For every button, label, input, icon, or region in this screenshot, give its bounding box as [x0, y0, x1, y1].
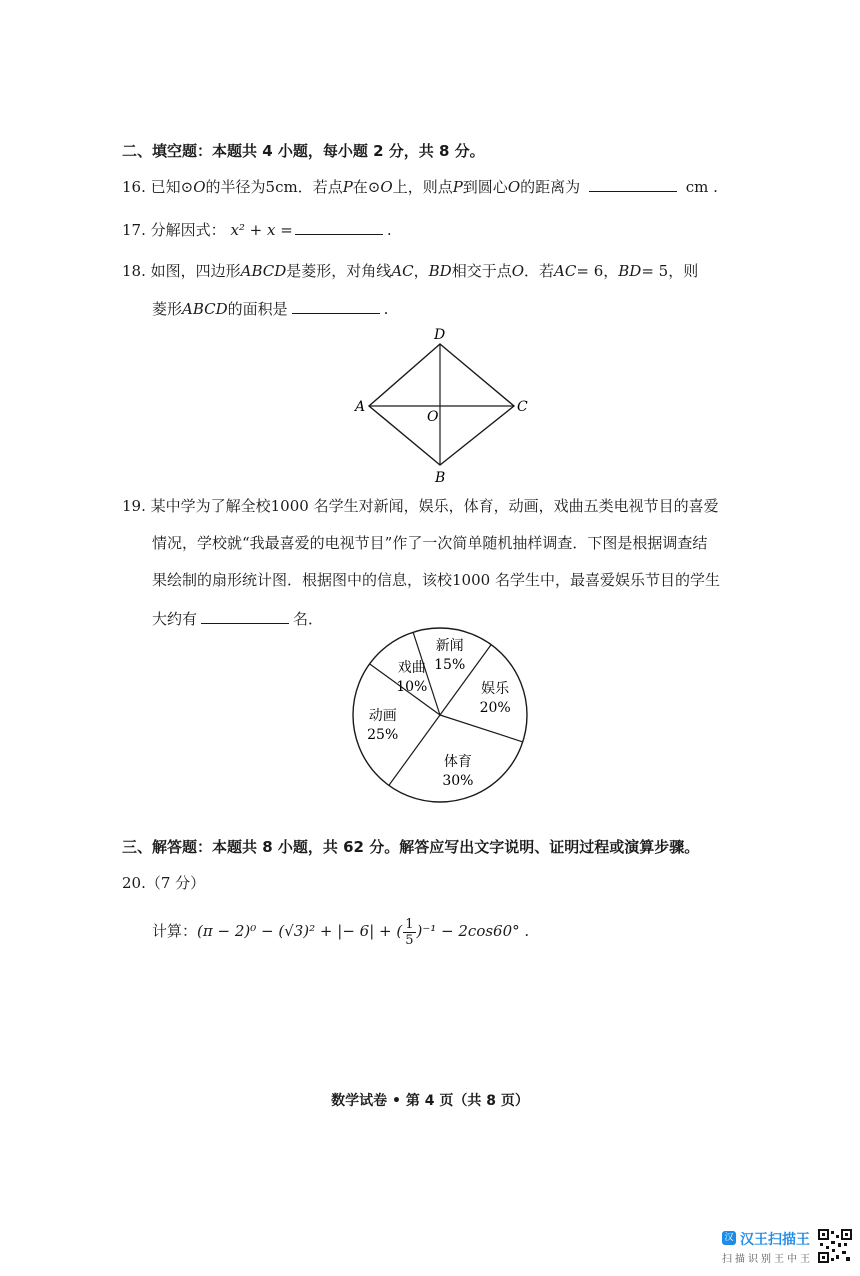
brand-slogan: 扫描识别王中王 [722, 1254, 813, 1265]
pie-slice-percent-5: 10% [396, 679, 428, 696]
q18-text: 菱形 [152, 300, 183, 318]
q18-end: . [383, 300, 389, 318]
pie-slice-percent-4: 25% [367, 727, 399, 744]
q18-text: = 6， [576, 262, 619, 280]
question-number: 20. [122, 874, 146, 892]
q20-expr-part: (π − 2)⁰ − (√3)² + |− 6| + ( [197, 922, 403, 940]
pie-slice-percent-2: 20% [479, 700, 511, 717]
q20-points: （7 分） [145, 874, 206, 892]
q18-var: BD [618, 262, 642, 280]
question-18-line-2 [152, 297, 388, 319]
rhombus-outline [369, 344, 514, 465]
q17-text: 分解因式： [150, 221, 226, 239]
pie-slice-name-4: 动画 [368, 708, 397, 725]
pie-chart [345, 622, 535, 812]
vertex-label-b: B [435, 470, 446, 486]
q20-expression [152, 908, 529, 954]
question-19-line-3: 果绘制的扇形统计图．根据图中的信息，该校1000 名学生中，最喜爱娱乐节目的学生 [152, 571, 720, 589]
q18-text: 相交于点 [451, 262, 512, 280]
question-19-line-4 [152, 607, 323, 629]
q16-unit: cm . [685, 178, 718, 196]
q18-var: O [511, 262, 525, 280]
question-19-line-2: 情况，学校就“我最喜爱的电视节目”作了一次简单随机抽样调查．下图是根据调查结 [152, 534, 708, 552]
q20-expr-part: )⁻¹ − 2cos60° . [416, 922, 530, 940]
question-number: 18. [122, 262, 146, 280]
brand-name: 汉王扫描王 [740, 1232, 810, 1248]
q18-var: ABCD [240, 262, 287, 280]
pie-slice-percent-3: 30% [442, 773, 474, 790]
vertex-label-c: C [517, 399, 528, 415]
question-20 [122, 873, 205, 893]
page-footer: 数学试卷 • 第 4 页（共 8 页） [331, 1093, 529, 1109]
q18-var: AC [391, 262, 414, 280]
rhombus-figure [350, 325, 530, 490]
pie-slice-name-3: 体育 [443, 754, 472, 771]
question-16 [122, 175, 718, 197]
q16-text: 已知⊙O的半径为5cm．若点P在⊙O上，则点P到圆心O的距离为 [150, 178, 581, 196]
q19-text: 大约有 [152, 610, 198, 628]
section-2-heading: 二、填空题：本题共 4 小题，每小题 2 分，共 8 分。 [122, 142, 485, 160]
pie-slice-name-5: 戏曲 [397, 660, 426, 677]
answer-blank-18[interactable] [292, 297, 380, 314]
q18-text: 如图，四边形 [150, 262, 241, 280]
vertex-label-a: A [355, 399, 366, 415]
question-number: 17. [122, 221, 146, 239]
question-number: 16. [122, 178, 146, 196]
q19-text: 某中学为了解全校1000 名学生对新闻，娱乐，体育，动画，戏曲五类电视节目的喜爱 [150, 497, 719, 515]
section-3-heading: 三、解答题：本题共 8 小题，共 62 分。解答应写出文字说明、证明过程或演算步骤。 [122, 838, 700, 856]
qr-code-icon [818, 1229, 852, 1263]
q17-expression: x² + x = [230, 221, 293, 239]
answer-blank-17[interactable] [295, 218, 383, 235]
q20-label: 计算： [152, 922, 198, 940]
answer-blank-16[interactable] [589, 175, 677, 192]
q18-text: ， [413, 262, 429, 280]
answer-blank-19[interactable] [201, 607, 289, 624]
fraction-one-fifth [403, 917, 415, 948]
q19-text: 名． [293, 610, 324, 628]
q18-var: AC [554, 262, 577, 280]
q18-text: 的面积是 [227, 300, 288, 318]
question-18-line-1 [122, 261, 698, 281]
q18-text: 是菱形，对角线 [286, 262, 392, 280]
pie-slice-divider-3 [440, 715, 523, 742]
q18-var: ABCD [182, 300, 228, 318]
question-19-line-1 [122, 496, 719, 516]
pie-slice-name-1: 新闻 [435, 637, 464, 654]
fraction-numerator: 1 [405, 916, 414, 932]
q17-end: . [386, 221, 392, 239]
question-number: 19. [122, 497, 146, 515]
q18-text: = 5，则 [641, 262, 699, 280]
vertex-label-d: D [434, 327, 446, 343]
q18-text: ．若 [524, 262, 555, 280]
question-17 [122, 218, 392, 240]
center-label-o: O [427, 409, 439, 425]
q18-var: BD [428, 262, 452, 280]
pie-slice-name-2: 娱乐 [481, 681, 510, 698]
pie-slice-percent-1: 15% [434, 656, 466, 673]
fraction-denominator: 5 [405, 932, 414, 948]
pie-slice-divider-4 [389, 715, 440, 785]
brand-logo-icon: 汉 [722, 1231, 736, 1245]
